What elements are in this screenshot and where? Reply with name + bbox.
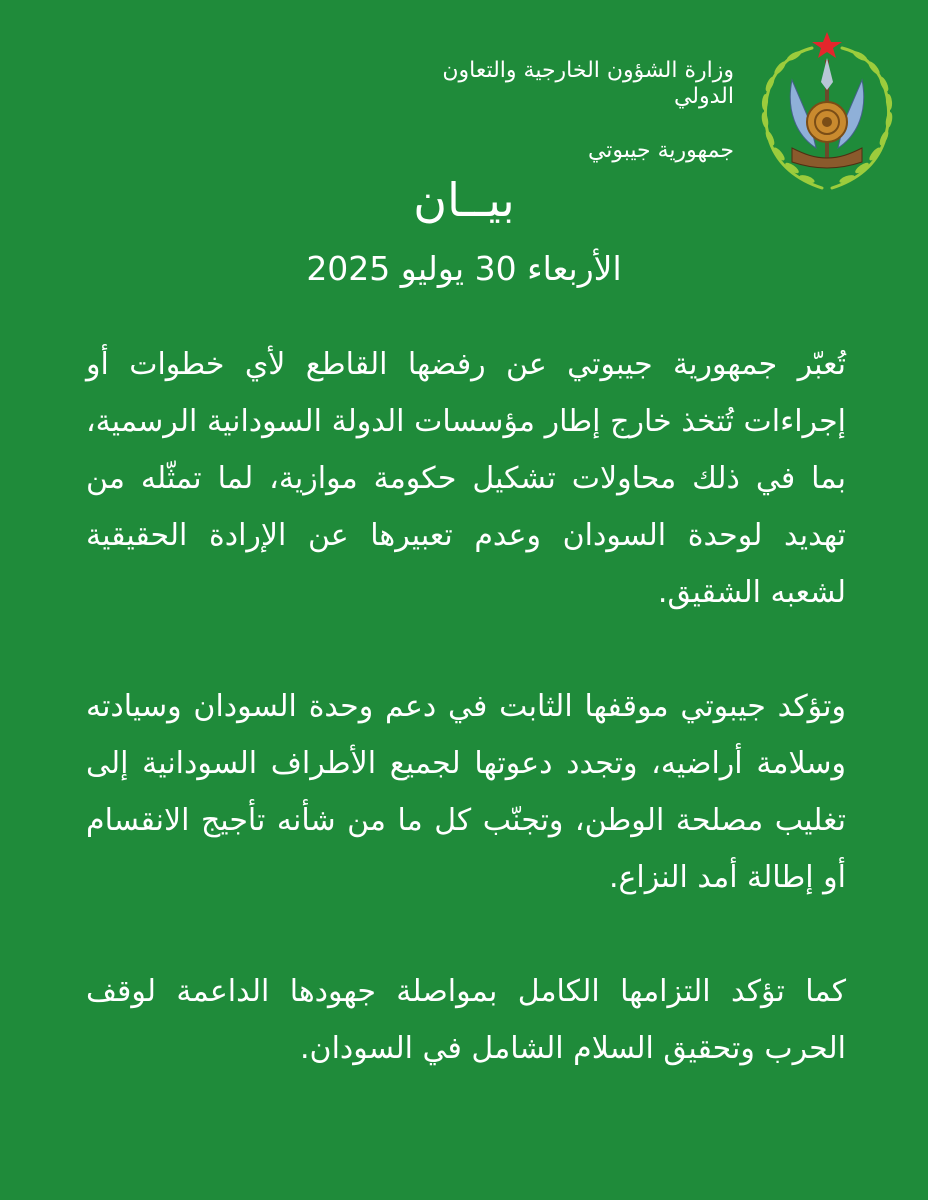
statement-paragraph: وتؤكد جيبوتي موقفها الثابت في دعم وحدة السودان وسيادته وسلامة أراضيه، وتجدد دعوتها لجميع الأطراف السودانية إلى تغليب مصلحة الوطن، وتجنّب كل ما من شأنه تأجيج الانقسام أو إطالة أمد النزاع. [86, 689, 846, 895]
statement-body [86, 336, 846, 1077]
statement-paragraph: تُعبّر جمهورية جيبوتي عن رفضها القاطع لأي خطوات أو إجراءات تُتخذ خارج إطار مؤسسات الدولة السودانية الرسمية، بما في ذلك محاولات تشكيل حكومة موازية، لما تمثّله من تهديد لوحدة السودان وعدم تعبيرها عن الإرادة الحقيقية لشعبه الشقيق. [86, 347, 846, 610]
ministry-name: وزارة الشؤون الخارجية والتعاون الدولي [442, 58, 734, 109]
statement-paragraph: كما تؤكد التزامها الكامل بمواصلة جهودها الداعمة لوقف الحرب وتحقيق السلام الشامل في السودان. [86, 974, 846, 1066]
statement-title: بيــان [413, 173, 515, 227]
statement-date: الأربعاء 30 يوليو 2025 [306, 249, 622, 288]
republic-name: جمهورية جيبوتي [587, 138, 734, 163]
